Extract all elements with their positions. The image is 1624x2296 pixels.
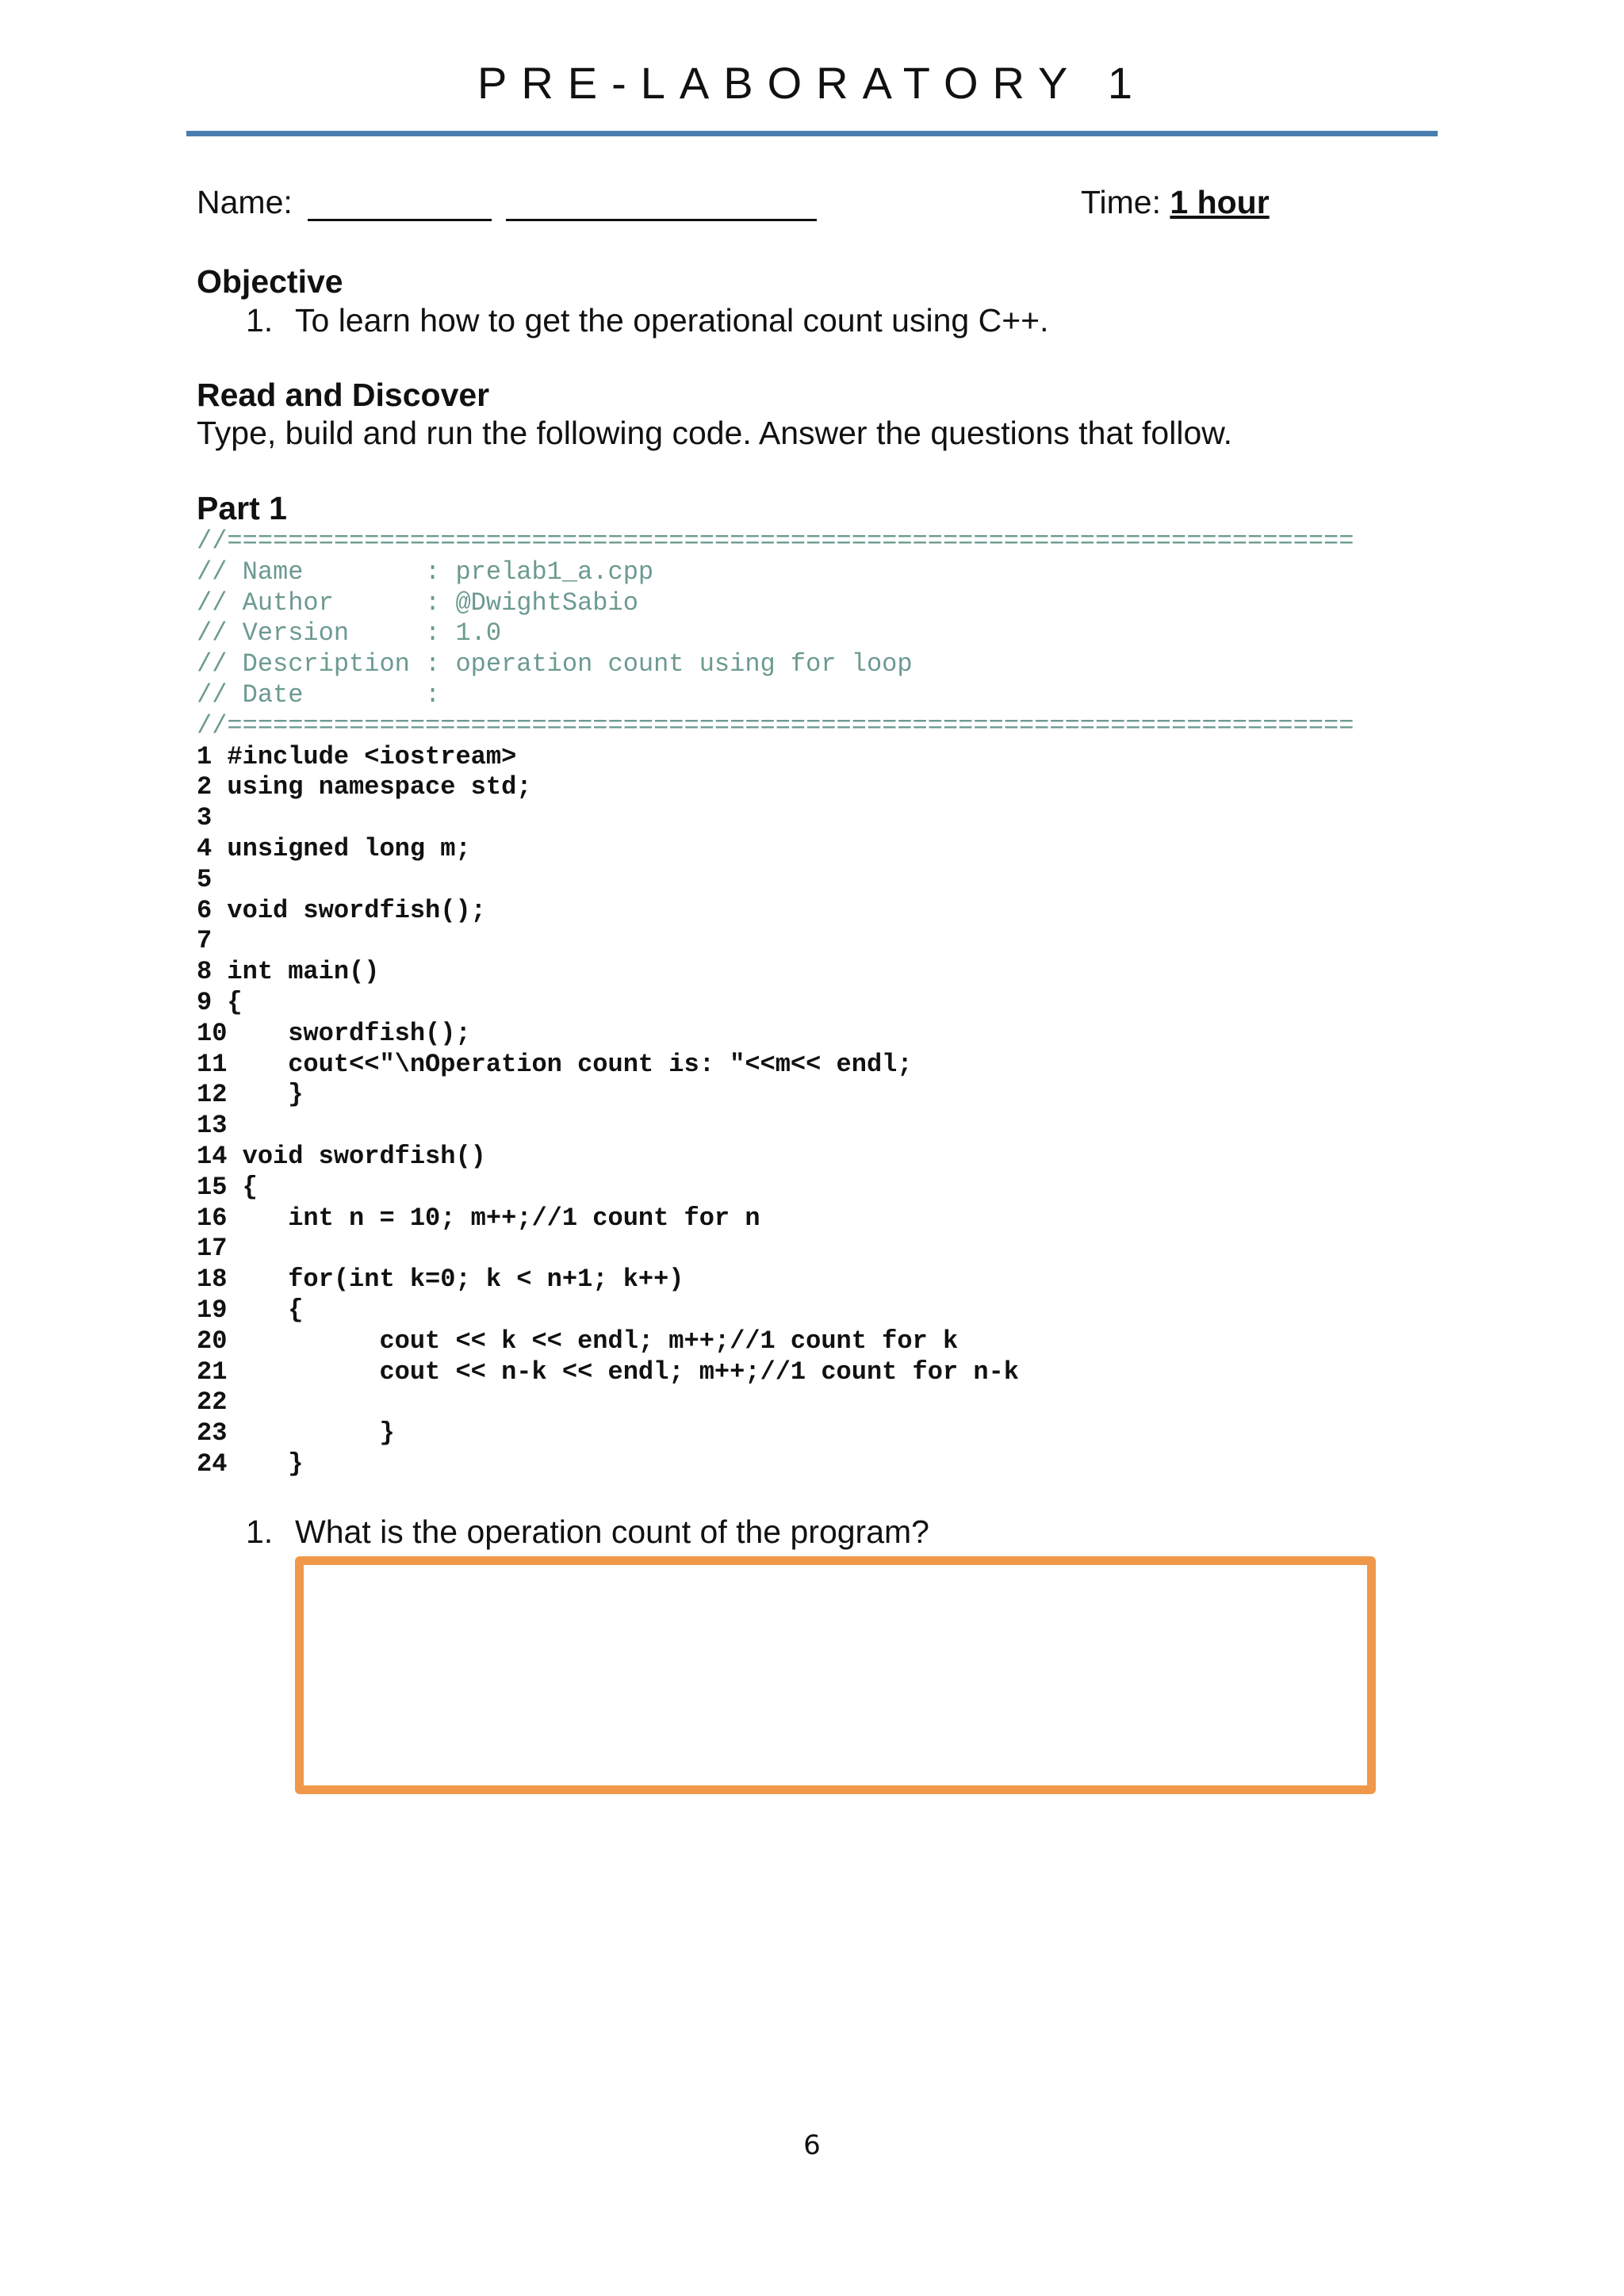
code-block (197, 526, 1354, 1480)
name-blank-first[interactable] (308, 187, 492, 221)
code-line: 9 { (197, 987, 243, 1017)
code-comment-line: // Version : 1.0 (197, 618, 502, 649)
code-line: 24 } (197, 1448, 304, 1479)
name-label: Name: (197, 184, 293, 220)
code-line: 13 (197, 1111, 228, 1141)
code-line: 4 unsigned long m; (197, 833, 471, 863)
name-blank-last[interactable] (506, 187, 817, 221)
question-item (246, 1513, 929, 1551)
code-comment-line: // Name : prelab1_a.cpp (197, 557, 654, 587)
code-line: 21 cout << n-k << endl; m++;//1 count for n-k (197, 1357, 1019, 1387)
time-row (1081, 184, 1270, 221)
title-rule (186, 131, 1438, 136)
code-line: 6 void swordfish(); (197, 895, 486, 925)
code-line: 18 for(int k=0; k < n+1; k++) (197, 1265, 684, 1295)
code-comment-line: //========================================================================== (197, 526, 1354, 556)
page-title: PRE-LABORATORY 1 (477, 58, 1147, 108)
code-line: 2 using namespace std; (197, 772, 532, 802)
code-line: 20 cout << k << endl; m++;//1 count for k (197, 1326, 959, 1356)
code-line: 8 int main() (197, 957, 380, 987)
answer-box[interactable] (295, 1556, 1376, 1794)
objective-heading: Objective (197, 263, 343, 300)
name-row (197, 184, 817, 221)
code-comment-line: // Date : (197, 679, 441, 710)
question-text: What is the operation count of the program? (295, 1513, 929, 1550)
objective-item (246, 302, 1048, 339)
code-line: 23 } (197, 1418, 395, 1448)
question-number: 1. (246, 1513, 274, 1550)
code-line: 12 } (197, 1080, 304, 1110)
objective-item-text: To learn how to get the operational count using C++. (295, 302, 1049, 339)
read-discover-heading: Read and Discover (197, 377, 490, 413)
code-line: 5 (197, 864, 213, 894)
code-line: 11 cout<<"\nOperation count is: "<<m<< endl; (197, 1049, 913, 1079)
time-label: Time: (1081, 184, 1161, 220)
objective-item-number: 1. (246, 302, 274, 339)
code-comment-line: //========================================================================== (197, 710, 1354, 740)
code-line: 1 #include <iostream> (197, 741, 517, 771)
code-comment-line: // Author : @DwightSabio (197, 587, 638, 618)
code-comment-line: // Description : operation count using for loop (197, 649, 913, 679)
page-number: 6 (803, 2130, 821, 2161)
read-discover-text: Type, build and run the following code. Answer the questions that follow. (197, 415, 1232, 451)
code-line: 3 (197, 803, 213, 833)
time-value: 1 hour (1170, 184, 1270, 220)
code-line: 16 int n = 10; m++;//1 count for n (197, 1203, 760, 1233)
code-line: 17 (197, 1234, 228, 1264)
code-line: 15 { (197, 1172, 258, 1202)
code-line: 7 (197, 926, 213, 956)
code-line: 19 { (197, 1295, 304, 1325)
code-line: 14 void swordfish() (197, 1141, 486, 1171)
code-line: 22 (197, 1387, 228, 1418)
code-line: 10 swordfish(); (197, 1018, 471, 1048)
part1-heading: Part 1 (197, 490, 287, 526)
